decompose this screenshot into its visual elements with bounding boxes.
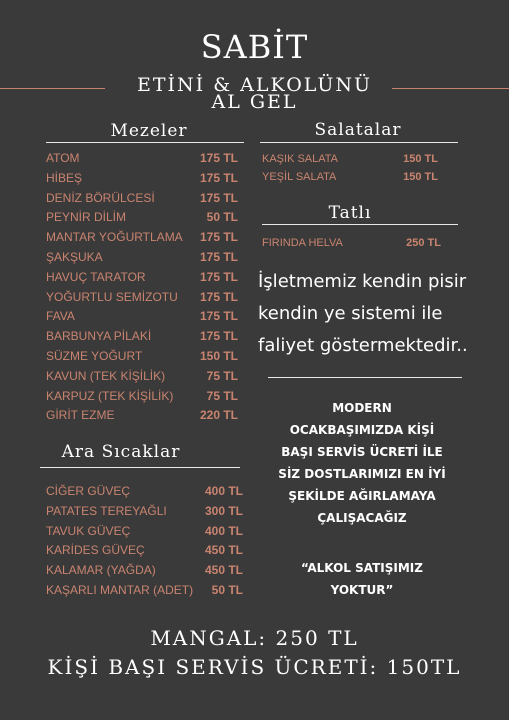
service-fee: KİŞİ BAŞI SERVİS ÜCRETİ: 150TL — [47, 655, 462, 679]
ara-sicaklar-item-price: 450 TL — [204, 563, 243, 578]
mezeler-item-price: 175 TL — [199, 329, 238, 344]
mezeler-item-price: 75 TL — [206, 368, 238, 383]
mezeler-item-price: 175 TL — [199, 190, 238, 205]
menu-title: SABİT — [200, 28, 309, 66]
mezeler-item-name: HİBEŞ — [46, 170, 83, 185]
salatalar-underline — [260, 142, 458, 143]
mezeler-item-price: 150 TL — [199, 349, 238, 363]
mezeler-item-name: BARBUNYA PİLAKİ — [46, 329, 152, 344]
ara-sicaklar-item-name: KALAMAR (YAĞDA) — [46, 563, 156, 578]
mezeler-underline — [46, 142, 244, 143]
mezeler-item-price: 175 TL — [199, 230, 238, 245]
mezeler-item-name: SÜZME YOĞURT — [46, 349, 143, 363]
mezeler-item-price: 175 TL — [199, 151, 238, 165]
ara-sicaklar-item-price: 50 TL — [211, 583, 243, 597]
mezeler-item-price: 220 TL — [199, 408, 238, 423]
alcohol-note-line1: “ALKOL SATIŞIMIZ — [301, 561, 423, 575]
salatalar-item-name: KAŞIK SALATA — [262, 153, 339, 165]
mezeler-item-name: FAVA — [46, 309, 75, 324]
service-note-line1: MODERN — [332, 401, 392, 415]
tatli-item-price: 250 TL — [406, 237, 441, 249]
ara-sicaklar-item-name: TAVUK GÜVEÇ — [46, 523, 131, 538]
policy-line3: faliyet göstermektedir.. — [258, 335, 468, 356]
policy-line2: kendin ye sistemi ile — [258, 303, 443, 324]
mezeler-item-name: ŞAKŞUKA — [46, 250, 103, 264]
mezeler-heading: Mezeler — [110, 121, 188, 141]
ara-sicaklar-item-name: PATATES TEREYAĞLI — [46, 503, 167, 518]
mezeler-item-price: 175 TL — [199, 289, 238, 304]
policy-divider — [268, 377, 462, 378]
salatalar-heading: Salatalar — [314, 120, 402, 140]
mangal-price: MANGAL: 250 TL — [150, 626, 359, 650]
mezeler-item-price: 175 TL — [199, 170, 238, 185]
mezeler-item-price: 175 TL — [199, 250, 238, 264]
mezeler-item-name: GİRİT EZME — [46, 408, 115, 423]
ara-sicaklar-item-price: 450 TL — [204, 543, 243, 558]
mezeler-item-name: DENİZ BÖRÜLCESİ — [46, 190, 155, 205]
service-note-line6: ÇALIŞACAĞIZ — [317, 511, 407, 525]
mezeler-item-price: 75 TL — [206, 388, 238, 403]
ara-sicaklar-item-name: KAŞARLI MANTAR (ADET) — [46, 583, 194, 597]
salatalar-item-price: 150 TL — [403, 153, 438, 165]
service-note-line5: ŞEKİLDE AĞIRLAMAYA — [288, 489, 436, 503]
mezeler-item-name: YOĞURTLU SEMİZOTU — [46, 289, 178, 304]
policy-line1: İşletmemiz kendin pisir — [258, 271, 467, 292]
menu-subtitle-line2: AL GEL — [211, 91, 298, 113]
ara-sicaklar-underline — [40, 467, 240, 468]
salatalar-item-name: YEŞİL SALATA — [262, 171, 337, 183]
ara-sicaklar-item-price: 300 TL — [204, 503, 243, 518]
mezeler-item-name: MANTAR YOĞURTLAMA — [46, 230, 183, 245]
mezeler-item-name: KARPUZ (TEK KİŞİLİK) — [46, 388, 174, 403]
menu-subtitle-line1: ETİNİ & ALKOLÜNÜ — [137, 74, 372, 96]
tatli-heading: Tatlı — [328, 203, 372, 223]
ara-sicaklar-item-price: 400 TL — [204, 484, 243, 498]
service-note-line3: BAŞI SERVİS ÜCRETİ İLE — [281, 445, 443, 459]
mezeler-item-name: ATOM — [46, 151, 80, 165]
ara-sicaklar-item-name: KARİDES GÜVEÇ — [46, 543, 145, 558]
mezeler-item-name: HAVUÇ TARATOR — [46, 269, 146, 284]
ara-sicaklar-item-price: 400 TL — [204, 523, 243, 538]
mezeler-item-price: 50 TL — [206, 210, 238, 225]
service-note-line2: OCAKBAŞIMIZDA KİŞİ — [289, 423, 435, 437]
mezeler-item-name: KAVUN (TEK KİŞİLİK) — [46, 368, 166, 383]
tatli-item-name: FIRINDA HELVA — [262, 237, 343, 249]
tatli-underline — [262, 224, 458, 225]
mezeler-item-price: 175 TL — [199, 269, 238, 284]
salatalar-item-price: 150 TL — [403, 171, 438, 183]
mezeler-item-price: 175 TL — [199, 309, 238, 324]
ara-sicaklar-item-name: CİĞER GÜVEÇ — [46, 484, 131, 498]
ara-sicaklar-heading: Ara Sıcaklar — [61, 442, 181, 462]
mezeler-item-name: PEYNİR DİLİM — [46, 210, 127, 225]
service-note-line4: SİZ DOSTLARIMIZI EN İYİ — [278, 467, 446, 481]
alcohol-note-line2: YOKTUR” — [330, 583, 394, 597]
